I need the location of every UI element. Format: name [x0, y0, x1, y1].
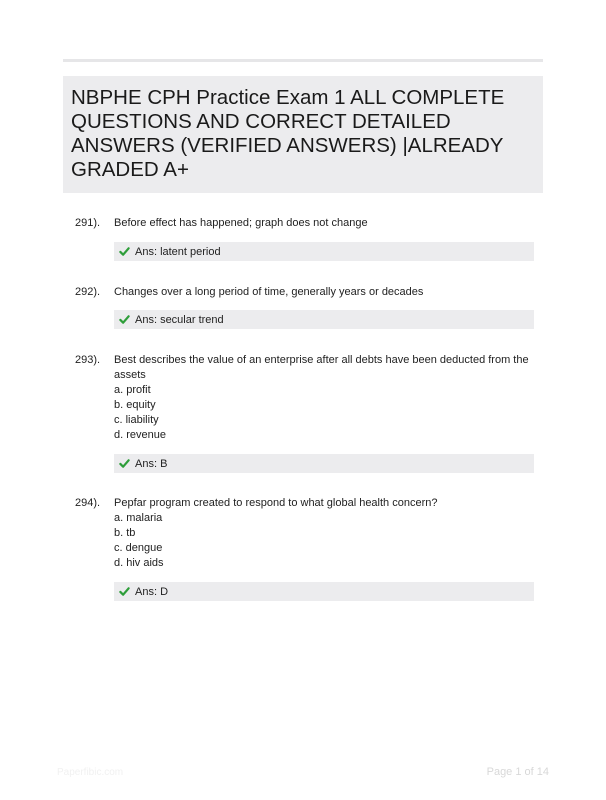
question-text	[114, 285, 534, 300]
page-title: NBPHE CPH Practice Exam 1 ALL COMPLETE QUESTIONS AND CORRECT DETAILED ANSWERS (VERIFIED ANSWERS) |ALREADY GRADED A+	[71, 86, 505, 181]
answer-text: Ans: secular trend	[135, 313, 224, 326]
question-line: Pepfar program created to respond to what global health concern?	[114, 497, 438, 509]
question-line: Before effect has happened; graph does not change	[114, 217, 368, 229]
option-d: d. revenue	[114, 429, 166, 441]
question-number: 291).	[75, 217, 101, 229]
option-d: d. hiv aids	[114, 557, 164, 569]
option-a: a. profit	[114, 384, 151, 396]
answer-text: Ans: B	[135, 457, 168, 470]
answer-box	[114, 310, 534, 329]
option-c: c. dengue	[114, 542, 163, 554]
option-c: c. liability	[114, 414, 159, 426]
title-banner	[63, 76, 543, 193]
check-icon	[119, 246, 130, 257]
question-text	[114, 216, 534, 231]
check-icon	[119, 314, 130, 325]
question-number: 292).	[75, 286, 101, 298]
answer-box	[114, 242, 534, 261]
question-text	[114, 353, 534, 443]
check-icon	[119, 458, 130, 469]
question-line: assets	[114, 369, 146, 381]
answer-box	[114, 582, 534, 601]
answer-box	[114, 454, 534, 473]
option-b: b. equity	[114, 399, 156, 411]
question-number: 293).	[75, 354, 101, 366]
question-number: 294).	[75, 497, 101, 509]
option-b: b. tb	[114, 527, 136, 539]
footer-watermark: Paperfibic.com	[57, 767, 124, 778]
option-a: a. malaria	[114, 512, 163, 524]
question-line: Changes over a long period of time, generally years or decades	[114, 286, 424, 298]
question-text	[114, 496, 534, 571]
page-number: Page 1 of 14	[486, 766, 549, 778]
answer-text: Ans: latent period	[135, 245, 221, 258]
answer-text: Ans: D	[135, 585, 169, 598]
top-divider	[63, 59, 543, 62]
question-line: Best describes the value of an enterprise after all debts have been deducted from the	[114, 354, 529, 366]
check-icon	[119, 586, 130, 597]
